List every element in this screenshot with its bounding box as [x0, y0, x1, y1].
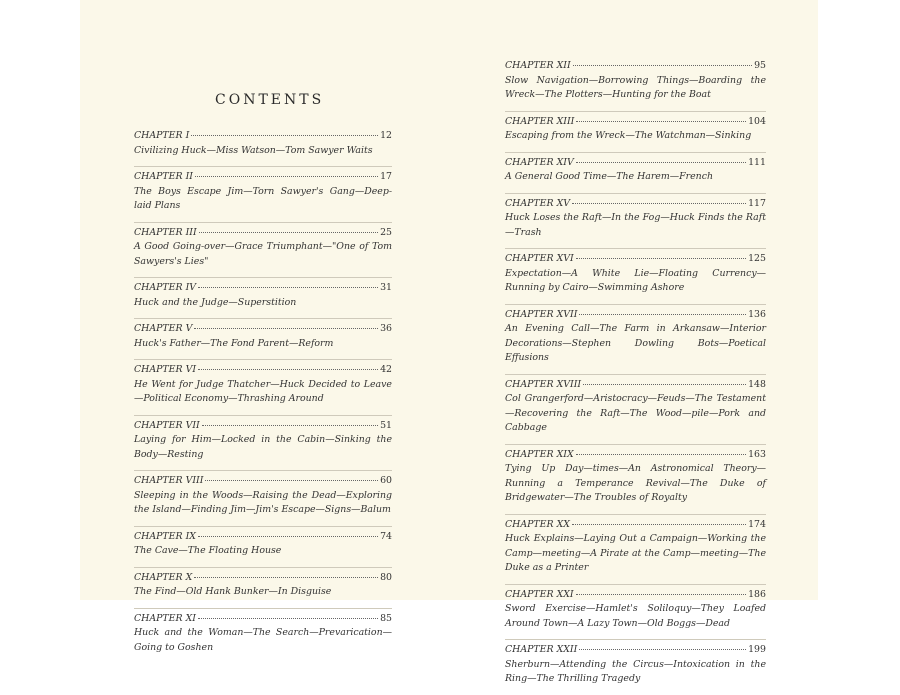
chapter-summary: Col Grangerford—Aristocracy—Feuds—The Testament—Recovering the Raft—The Wood—pile—Pork and Cabbage — [505, 393, 766, 433]
dot-leader — [195, 176, 378, 177]
page-number: 74 — [380, 530, 392, 542]
page-number: 199 — [748, 644, 766, 655]
chapter-label: CHAPTER IV — [134, 282, 197, 293]
toc-entry — [505, 111, 766, 144]
toc-entry — [505, 152, 766, 185]
chapter-label: CHAPTER XX — [505, 518, 570, 530]
page-number: 80 — [380, 571, 392, 583]
chapter-label: CHAPTER VIII — [134, 475, 204, 486]
dot-leader — [576, 162, 746, 163]
page-number: 95 — [754, 60, 766, 71]
chapter-summary: Sword Exercise—Hamlet's Soliloquy—They Loafed Around Town—A Lazy Town—Old Boggs—Dead — [505, 603, 766, 629]
page-number: 148 — [748, 378, 766, 390]
chapter-summary: Slow Navigation—Borrowing Things—Boarding the Wreck—The Plotters—Hunting for the Boat — [505, 74, 766, 100]
chapter-label: CHAPTER XIII — [505, 115, 575, 127]
toc-entry — [134, 318, 392, 351]
toc-entry — [505, 584, 766, 632]
dot-leader — [573, 65, 752, 66]
page-title: CONTENTS — [215, 92, 325, 108]
dot-leader — [194, 577, 378, 578]
chapter-label: CHAPTER XXII — [505, 644, 578, 655]
dot-leader — [572, 203, 746, 204]
page-number: 186 — [748, 588, 766, 600]
page-number: 12 — [380, 130, 392, 141]
page-number: 104 — [748, 115, 766, 127]
toc-entry — [505, 193, 766, 241]
chapter-summary: The Cave—The Floating House — [134, 545, 282, 556]
chapter-label: CHAPTER II — [134, 171, 193, 182]
page-number: 25 — [380, 226, 392, 238]
page-number: 36 — [380, 323, 392, 334]
dot-leader — [194, 328, 378, 329]
toc-entry — [134, 567, 392, 600]
toc-entry — [134, 166, 392, 214]
chapter-summary: The Find—Old Hank Bunker—In Disguise — [134, 586, 332, 597]
toc-entry — [505, 304, 766, 366]
chapter-summary: A General Good Time—The Harem—French — [505, 171, 713, 182]
chapter-summary: Laying for Him—Locked in the Cabin—Sinking the Body—Resting — [134, 434, 392, 460]
dot-leader — [202, 425, 378, 426]
chapter-summary: Huck Explains—Laying Out a Campaign—Working the Camp—meeting—A Pirate at the Camp—meeting—The Duke as a Printer — [505, 533, 766, 573]
chapter-label: CHAPTER IX — [134, 530, 196, 542]
chapter-label: CHAPTER X — [134, 571, 193, 583]
chapter-label: CHAPTER VI — [134, 364, 197, 375]
chapter-label: CHAPTER XVIII — [505, 378, 582, 390]
toc-left-column — [134, 126, 392, 663]
page-number: 125 — [748, 253, 766, 264]
toc-entry — [505, 56, 766, 103]
toc-entry — [505, 639, 766, 687]
chapter-summary: Huck and the Judge—Superstition — [134, 296, 297, 308]
dot-leader — [191, 135, 378, 136]
dot-leader — [576, 454, 746, 455]
chapter-label: CHAPTER V — [134, 323, 193, 334]
chapter-label: CHAPTER XV — [505, 197, 571, 209]
chapter-label: CHAPTER XVI — [505, 253, 574, 264]
chapter-summary: Escaping from the Wreck—The Watchman—Sinking — [505, 130, 752, 141]
toc-entry — [505, 514, 766, 576]
chapter-summary: Huck and the Woman—The Search—Prevarication—Going to Goshen — [134, 627, 392, 653]
chapter-summary: Huck Loses the Raft—In the Fog—Huck Finds the Raft—Trash — [505, 212, 766, 238]
dot-leader — [198, 369, 378, 370]
dot-leader — [576, 594, 746, 595]
chapter-label: CHAPTER XXI — [505, 588, 574, 600]
page-number: 17 — [380, 171, 392, 182]
dot-leader — [198, 536, 378, 537]
chapter-label: CHAPTER XIV — [505, 156, 574, 168]
dot-leader — [198, 287, 378, 288]
toc-entry — [134, 415, 392, 463]
dot-leader — [579, 314, 746, 315]
toc-right-column — [505, 56, 766, 695]
page-number: 51 — [380, 419, 392, 431]
chapter-summary: Civilizing Huck—Miss Watson—Tom Sawyer Waits — [134, 144, 373, 156]
toc-entry — [505, 248, 766, 296]
chapter-summary: Huck's Father—The Fond Parent—Reform — [134, 337, 334, 349]
chapter-label: CHAPTER VII — [134, 419, 200, 431]
page-number: 42 — [380, 364, 392, 375]
chapter-summary: He Went for Judge Thatcher—Huck Decided to Leave—Political Economy—Thrashing Around — [134, 378, 392, 404]
dot-leader — [579, 649, 746, 650]
dot-leader — [576, 258, 746, 259]
chapter-summary: Expectation—A White Lie—Floating Currency—Running by Cairo—Swimming Ashore — [505, 267, 766, 293]
page-number: 174 — [748, 518, 766, 530]
chapter-summary: Sherburn—Attending the Circus—Intoxication in the Ring—The Thrilling Tragedy — [505, 658, 766, 684]
chapter-summary: The Boys Escape Jim—Torn Sawyer's Gang—Deep-laid Plans — [134, 185, 392, 211]
page-number: 60 — [380, 475, 392, 486]
toc-entry — [505, 444, 766, 506]
toc-entry — [134, 277, 392, 310]
toc-entry — [134, 608, 392, 656]
chapter-label: CHAPTER III — [134, 226, 197, 238]
chapter-summary: Tying Up Day—times—An Astronomical Theory—Running a Temperance Revival—The Duke of Bridgewater—The Troubles of Royalty — [505, 463, 766, 503]
toc-entry — [134, 470, 392, 518]
chapter-label: CHAPTER XII — [505, 60, 571, 71]
page-number: 85 — [380, 612, 392, 624]
chapter-summary: An Evening Call—The Farm in Arkansaw—Interior Decorations—Stephen Dowling Bots—Poetical Effusions — [505, 323, 766, 363]
page-number: 31 — [380, 282, 392, 293]
chapter-label: CHAPTER I — [134, 130, 190, 141]
chapter-summary: Sleeping in the Woods—Raising the Dead—Exploring the Island—Finding Jim—Jim's Escape—Signs—Balum — [134, 489, 392, 515]
chapter-label: CHAPTER XVII — [505, 308, 578, 320]
dot-leader — [199, 232, 378, 233]
page-number: 111 — [748, 156, 766, 168]
page-number: 163 — [748, 448, 766, 460]
chapter-label: CHAPTER XIX — [505, 448, 574, 460]
chapter-label: CHAPTER XI — [134, 612, 196, 624]
toc-entry — [134, 526, 392, 559]
chapter-summary: A Good Going-over—Grace Triumphant—"One of Tom Sawyers's Lies" — [134, 241, 392, 267]
dot-leader — [198, 618, 378, 619]
toc-entry — [134, 126, 392, 158]
dot-leader — [576, 121, 746, 122]
toc-entry — [134, 359, 392, 407]
dot-leader — [572, 524, 746, 525]
dot-leader — [583, 384, 746, 385]
toc-entry — [505, 374, 766, 436]
page-number: 136 — [748, 308, 766, 320]
page-number: 117 — [748, 197, 766, 209]
toc-entry — [134, 222, 392, 270]
dot-leader — [205, 480, 378, 481]
